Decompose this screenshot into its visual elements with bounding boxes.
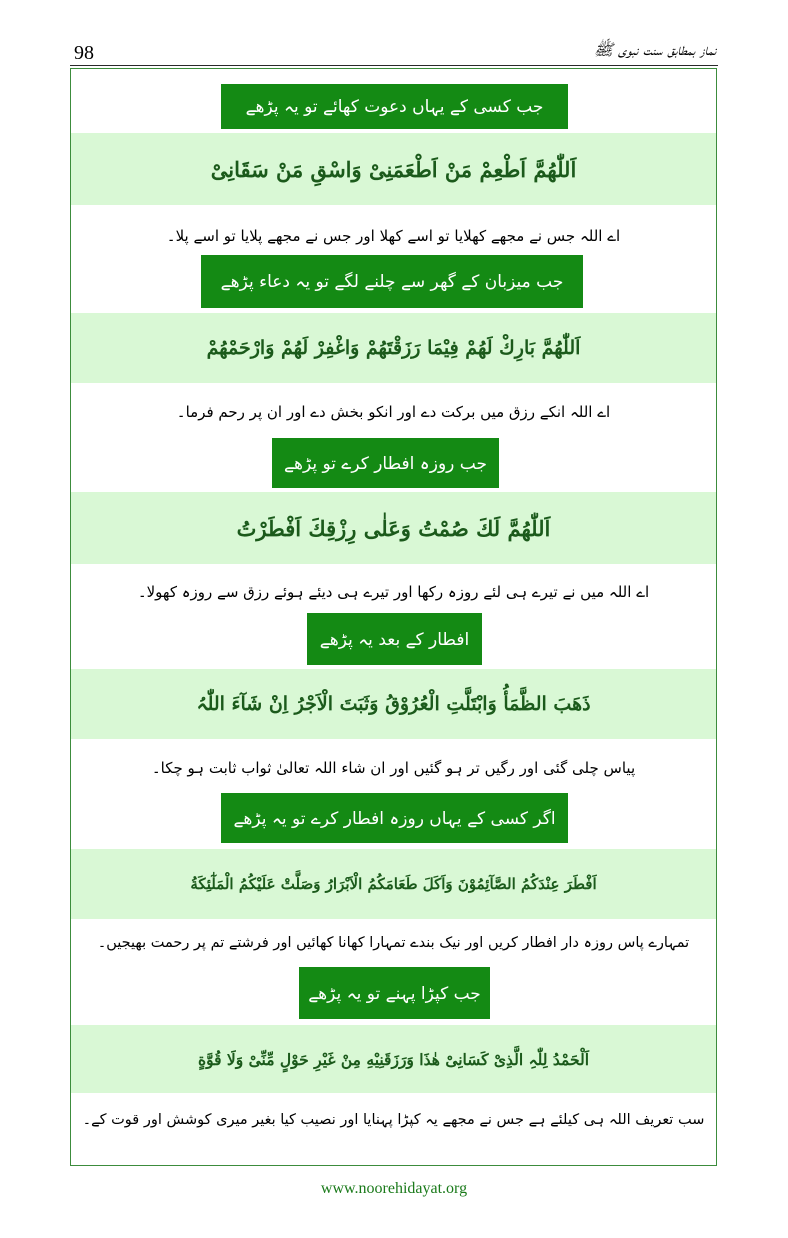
section-title-4: افطار کے بعد یہ پڑھے	[307, 613, 482, 665]
dua-band-1: اَللّٰھُمَّ اَطْعِمْ مَنْ اَطْعَمَنِیْ وَاسْقِ مَنْ سَقَانِیْ	[71, 133, 716, 205]
section-title-2: جب میزبان کے گھر سے چلنے لگے تو یہ دعاء پڑھے	[201, 255, 583, 308]
translation-3: اے اللہ میں نے تیرے ہی لئے روزہ رکھا اور تیرے ہی دیئے ہوئے رزق سے روزہ کھولا۔	[137, 583, 650, 601]
page-number: 98	[74, 42, 94, 64]
header-rule	[70, 65, 718, 66]
running-title: نماز بمطابق سنت نبوی ﷺ	[593, 40, 716, 59]
dua-band-5: اَفْطَرَ عِنْدَکُمُ الصَّآئِمُوْنَ وَاَکَلَ طَعَامَکُمُ الْاَبْرَارُ وَصَلَّتْ عَلَیْکُمُ الْمَلٰٓئِکَةُ	[71, 849, 716, 919]
translation-2: اے اللہ انکے رزق میں برکت دے اور انکو بخش دے اور ان پر رحم فرما۔	[176, 403, 611, 421]
translation-5: تمہارے پاس روزہ دار افطار کریں اور نیک بندے تمہارا کھانا کھائیں اور فرشتے تم پر رحمت بھیجیں۔	[97, 935, 690, 951]
dua-band-3: اَللّٰھُمَّ لَكَ صُمْتُ وَعَلٰی رِزْقِكَ اَفْطَرْتُ	[71, 492, 716, 564]
section-title-5: اگر کسی کے یہاں روزہ افطار کرے تو یہ پڑھے	[221, 793, 568, 843]
content-frame	[70, 68, 717, 1166]
translation-1: اے اللہ جس نے مجھے کھلایا تو اسے کھلا اور جس نے مجھے پلایا تو اسے پلا۔	[166, 227, 621, 245]
footer-url[interactable]: www.noorehidayat.org	[320, 1180, 468, 1197]
dua-band-2: اَللّٰھُمَّ بَارِكْ لَھُمْ فِیْمَا رَزَقْتَھُمْ وَاغْفِرْ لَھُمْ وَارْحَمْھُمْ	[71, 313, 716, 383]
section-title-6: جب کپڑا پہنے تو یہ پڑھے	[299, 967, 490, 1019]
section-title-1: جب کسی کے یہاں دعوت کھائے تو یہ پڑھے	[221, 84, 568, 129]
translation-6: سب تعریف اللہ ہی کیلئے ہے جس نے مجھے یہ کپڑا پہنایا اور نصیب کیا بغیر میری کوشش اور قوت کے۔	[82, 1112, 705, 1128]
dua-band-6: اَلْحَمْدُ لِلّٰہِ الَّذِیْ کَسَانِیْ ھٰذَا وَرَزَقَنِیْهِ مِنْ غَیْرِ حَوْلٍ مِّنِّیْ وَلَا قُوَّةٍ	[71, 1025, 716, 1093]
translation-4: پیاس چلی گئی اور رگیں تر ہو گئیں اور ان شاء اللہ تعالیٰ ثواب ثابت ہو چکا۔	[151, 759, 636, 777]
dua-band-4: ذَھَبَ الظَّمَأُ وَابْتَلَّتِ الْعُرُوْقُ وَثَبَتَ الْاَجْرُ اِنْ شَآءَ اللّٰہُ	[71, 669, 716, 739]
section-title-3: جب روزہ افطار کرے تو پڑھے	[272, 438, 499, 488]
